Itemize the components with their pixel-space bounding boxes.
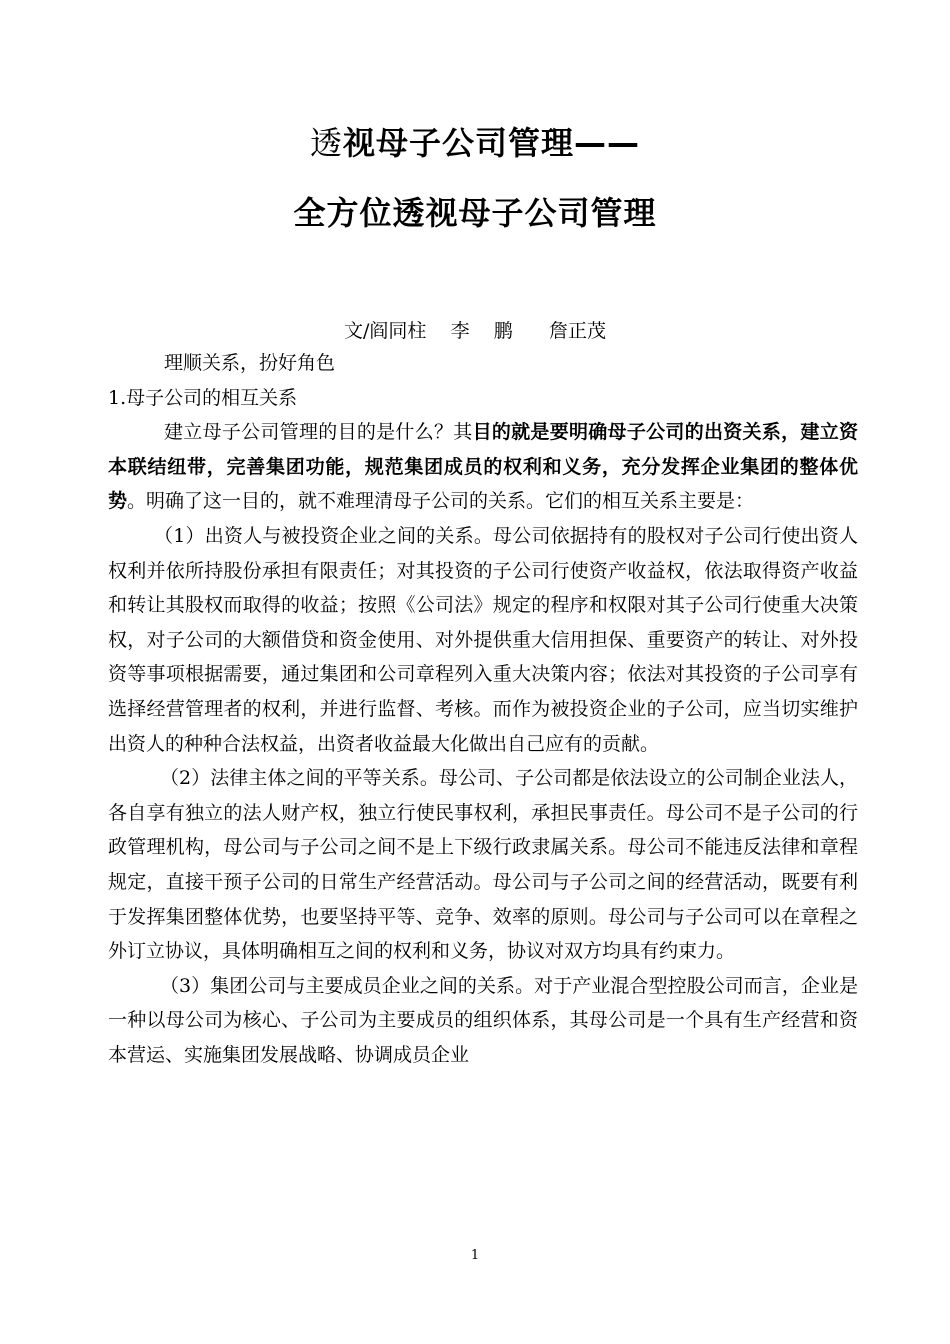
- paragraph-3: （3）集团公司与主要成员企业之间的关系。对于产业混合型控股公司而言，企业是一种以母公司为核心、子公司为主要成员的组织体系，其母公司是一个具有生产经营和资本营运、实施集团发展战略、协调成员企业: [108, 974, 858, 1066]
- document-title-line1: [0, 118, 950, 164]
- document-title-line2: 全方位透视母子公司管理: [293, 194, 657, 232]
- author-byline: 文/阎同柱 李 鹏 詹正茂: [344, 320, 606, 342]
- title-main: 视母子公司管理——: [343, 124, 641, 162]
- paragraph-1: （1）出资人与被投资企业之间的关系。母公司依据持有的股权对子公司行使出资人权利并依所持股份承担有限责任；对其投资的子公司行使资产收益权，依法取得资产收益和转让其股权而取得的收益；按照《公司法》规定的程序和权限对其子公司行使重大决策权，对子公司的大额借贷和资金使用、对外提供重大信用担保、重要资产的转让、对外投资等事项根据需要，通过集团和公司章程列入重大决策内容；依法对其投资的子公司享有选择经营管理者的权利，并进行监督、考核。而作为被投资企业的子公司，应当切实维护出资人的种种合法权益，出资者收益最大化做出自己应有的贡献。: [108, 524, 858, 755]
- subsection-title: 1.母子公司的相互关系: [108, 386, 298, 409]
- section-title: 理顺关系，扮好角色: [164, 352, 336, 374]
- title-prefix: 透: [309, 124, 343, 162]
- document-body: [108, 346, 858, 1072]
- intro-paragraph: [108, 415, 858, 519]
- paragraph-2: （2）法律主体之间的平等关系。母公司、子公司都是依法设立的公司制企业法人，各自享有独立的法人财产权，独立行使民事权利，承担民事责任。母公司不是子公司的行政管理机构，母公司与子公司之间不是上下级行政隶属关系。母公司不能违反法律和章程规定，直接干预子公司的日常生产经营活动。母公司与子公司之间的经营活动，既要有利于发挥集团整体优势，也要坚持平等、竞争、效率的原则。母公司与子公司可以在章程之外订立协议，具体明确相互之间的权利和义务，协议对双方均具有约束力。: [108, 767, 858, 963]
- page-number: 1: [470, 1248, 480, 1263]
- intro-text-bold: 目的就是要明确母子公司的出资关系，建立资本联结纽带，完善集团功能，规范集团成员的权利和义务，充分发挥企业集团的整体优势: [108, 421, 858, 513]
- intro-text-post: 。明确了这一目的，就不难理清母子公司的关系。它们的相互关系主要是：: [127, 490, 755, 513]
- intro-text-pre: 建立母子公司管理的目的是什么？其: [164, 421, 473, 444]
